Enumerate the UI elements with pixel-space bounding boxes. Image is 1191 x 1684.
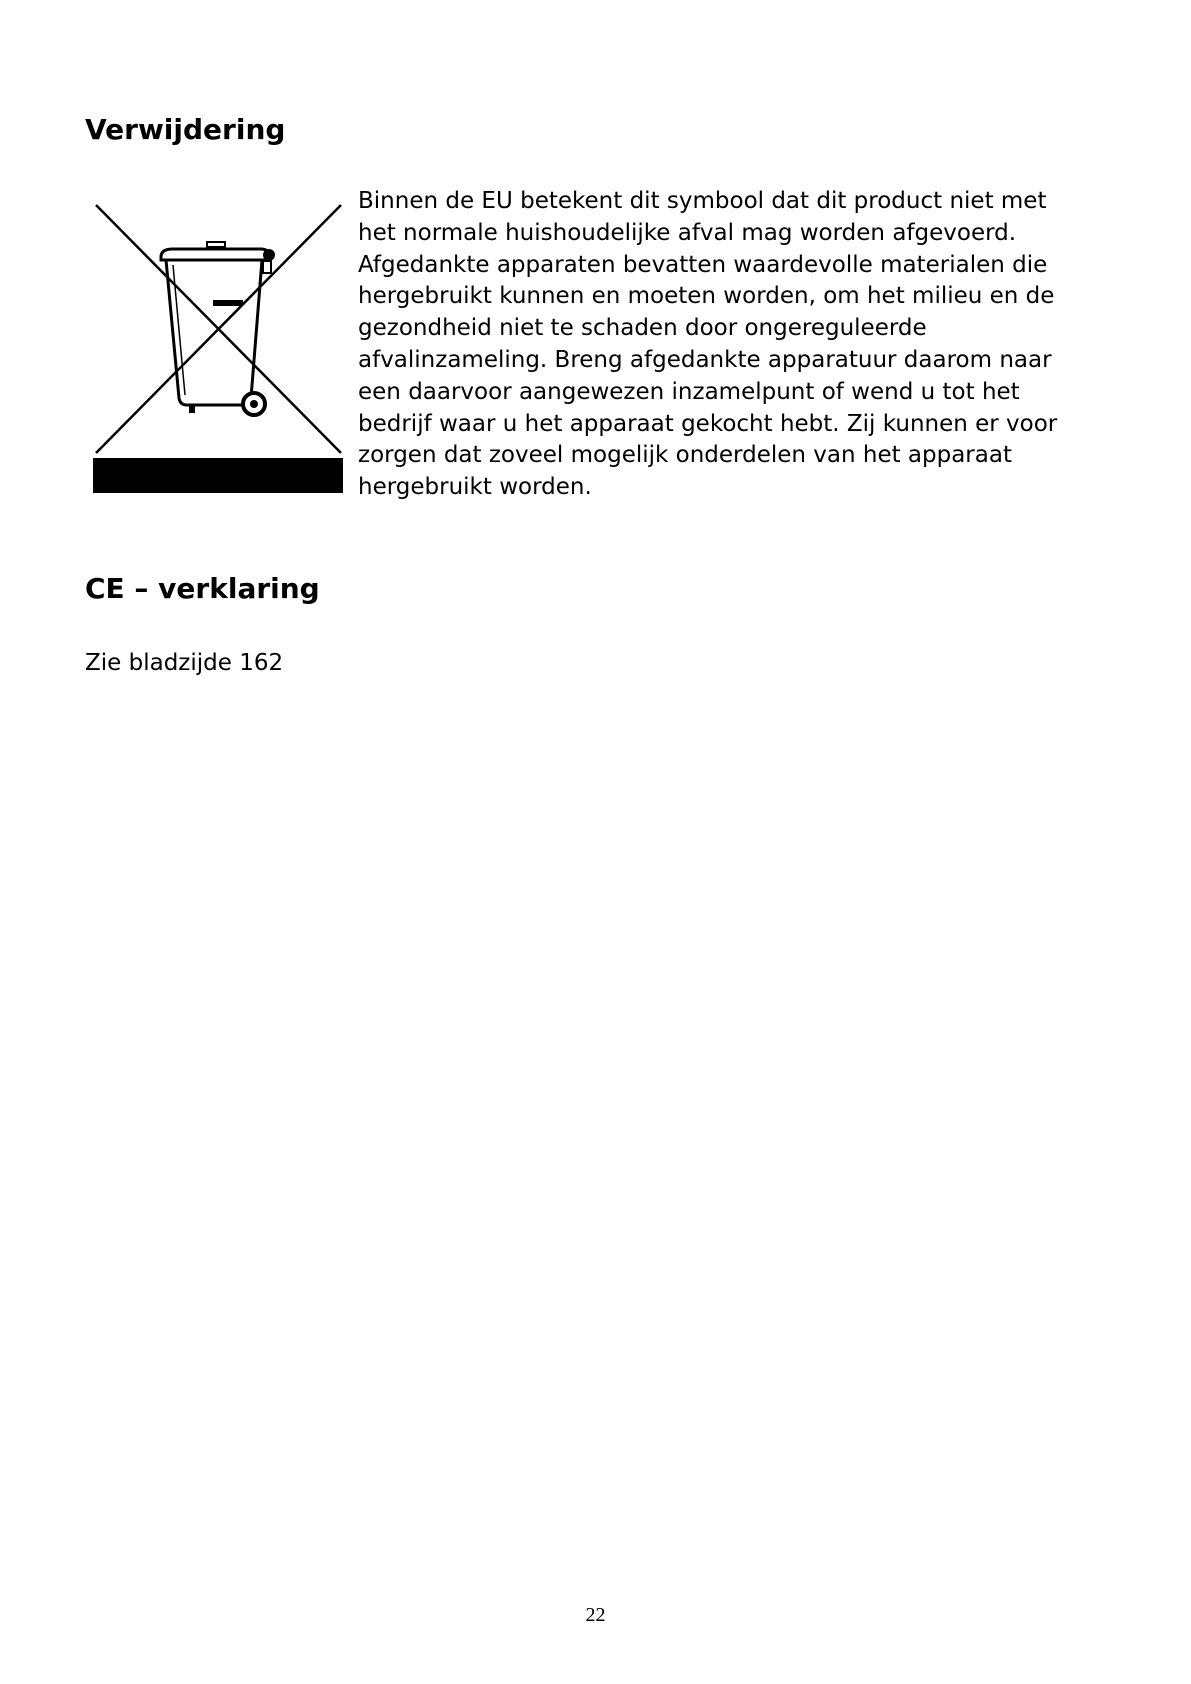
page-number: 22 bbox=[585, 1604, 606, 1626]
disposal-line: gezondheid niet te schaden door ongereguleerde bbox=[358, 315, 927, 342]
disposal-line: hergebruikt kunnen en moeten worden, om het milieu en de bbox=[358, 283, 1055, 310]
ce-declaration-heading: CE – verklaring bbox=[85, 572, 320, 605]
disposal-line: een daarvoor aangewezen inzamelpunt of wend u tot het bbox=[358, 378, 1020, 405]
disposal-line: hergebruikt worden. bbox=[358, 474, 592, 501]
disposal-line: zorgen dat zoveel mogelijk onderdelen van het apparaat bbox=[358, 442, 1012, 469]
disposal-line: Afgedankte apparaten bevatten waardevolle materialen die bbox=[358, 251, 1048, 278]
disposal-line: Binnen de EU betekent dit symbool dat dit product niet met bbox=[358, 188, 1047, 214]
disposal-heading: Verwijdering bbox=[85, 113, 286, 146]
disposal-line: bedrijf waar u het apparaat gekocht hebt. Zij kunnen er voor bbox=[358, 410, 1058, 437]
disposal-line: het normale huishoudelijke afval mag worden afgevoerd. bbox=[358, 219, 1017, 246]
disposal-line: afvalinzameling. Breng afgedankte apparatuur daarom naar bbox=[358, 346, 1052, 373]
ce-declaration-text: Zie bladzijde 162 bbox=[85, 650, 284, 676]
disposal-paragraph bbox=[358, 186, 1128, 504]
crossed-out-wheelie-bin-icon bbox=[93, 195, 343, 493]
